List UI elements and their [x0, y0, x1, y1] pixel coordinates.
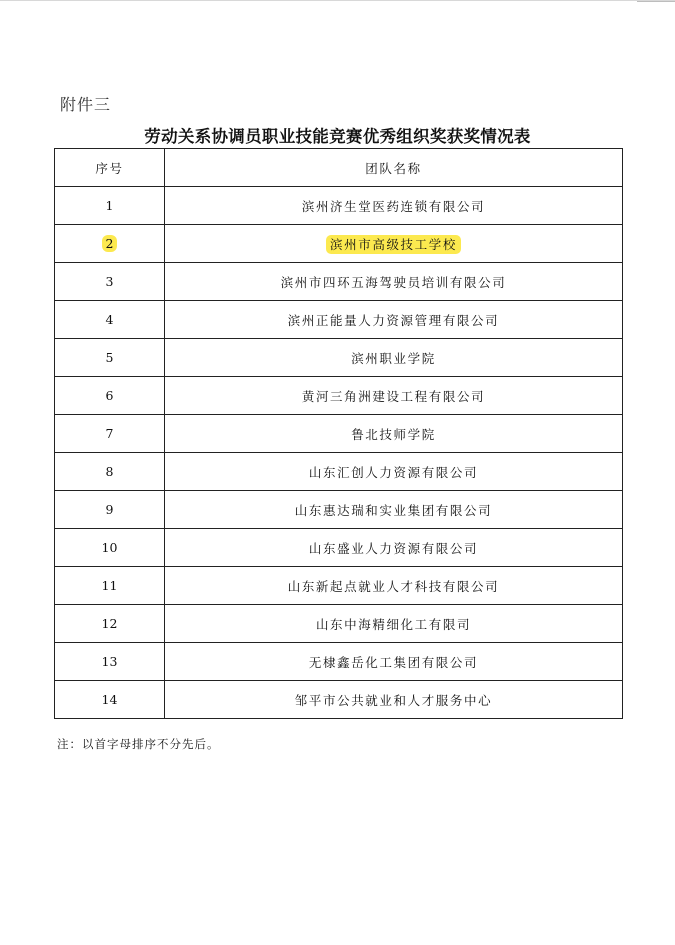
team-name-cell: [165, 187, 623, 225]
table-header-row: [55, 149, 623, 187]
table-row: [55, 301, 623, 339]
team-name-cell: [165, 377, 623, 415]
row-number: 11: [101, 578, 118, 593]
team-name: 滨州市四环五海驾驶员培训有限公司: [280, 274, 507, 290]
team-name: 山东汇创人力资源有限公司: [308, 464, 479, 480]
row-number-cell: [55, 491, 165, 529]
footnote: 注：以首字母排序不分先后。: [57, 737, 220, 751]
attachment-label: 附件三: [60, 95, 112, 114]
team-name-cell: [165, 605, 623, 643]
row-number-cell: [55, 263, 165, 301]
team-name-cell: [165, 263, 623, 301]
row-number: 1: [105, 198, 114, 213]
team-name: 山东惠达瑞和实业集团有限公司: [294, 502, 493, 518]
table-row: [55, 187, 623, 225]
table-row: [55, 605, 623, 643]
header-name: 团队名称: [165, 149, 623, 187]
team-name-cell: [165, 415, 623, 453]
team-name-cell: [165, 643, 623, 681]
team-name: 山东中海精细化工有限司: [315, 616, 472, 632]
row-number: 2: [102, 235, 118, 252]
table-row: [55, 529, 623, 567]
team-name-cell: [165, 491, 623, 529]
row-number-cell: [55, 415, 165, 453]
table-row: [55, 225, 623, 263]
team-name: 黄河三角洲建设工程有限公司: [301, 388, 486, 404]
team-name-cell: [165, 681, 623, 719]
row-number-cell: [55, 453, 165, 491]
team-name-cell: [165, 301, 623, 339]
team-name: 滨州职业学院: [351, 350, 436, 366]
team-name: 邹平市公共就业和人才服务中心: [294, 692, 493, 708]
team-name: 无棣鑫岳化工集团有限公司: [308, 654, 479, 670]
table-row: [55, 263, 623, 301]
table-row: [55, 339, 623, 377]
row-number: 9: [105, 502, 114, 517]
team-name-cell: [165, 567, 623, 605]
row-number: 5: [105, 350, 114, 365]
team-name: 山东盛业人力资源有限公司: [308, 540, 479, 556]
row-number-cell: [55, 301, 165, 339]
row-number: 12: [101, 616, 118, 631]
top-edge-line: [637, 1, 675, 2]
team-name: 山东新起点就业人才科技有限公司: [287, 578, 500, 594]
row-number: 7: [105, 426, 114, 441]
team-name: 滨州市高级技工学校: [326, 235, 461, 254]
row-number: 10: [101, 540, 118, 555]
row-number-cell: [55, 681, 165, 719]
team-name: 滨州正能量人力资源管理有限公司: [287, 312, 500, 328]
team-name-cell: [165, 339, 623, 377]
row-number: 8: [105, 464, 114, 479]
team-name-cell: [165, 453, 623, 491]
team-name: 滨州济生堂医药连锁有限公司: [301, 198, 486, 214]
row-number: 6: [105, 388, 114, 403]
row-number: 14: [101, 692, 118, 707]
table-body: [55, 187, 623, 719]
row-number-cell: [55, 567, 165, 605]
row-number: 3: [105, 274, 114, 289]
table-row: [55, 377, 623, 415]
row-number-cell: [55, 187, 165, 225]
table-row: [55, 491, 623, 529]
header-no: 序号: [55, 149, 165, 187]
table-row: [55, 415, 623, 453]
table-row: [55, 567, 623, 605]
row-number: 4: [105, 312, 114, 327]
top-rule: [0, 0, 675, 1]
team-name-cell: [165, 225, 623, 263]
team-name: 鲁北技师学院: [351, 426, 436, 442]
table-row: [55, 453, 623, 491]
row-number-cell: [55, 643, 165, 681]
row-number: 13: [101, 654, 118, 669]
row-number-cell: [55, 339, 165, 377]
row-number-cell: [55, 529, 165, 567]
table-row: [55, 681, 623, 719]
row-number-cell: [55, 377, 165, 415]
table-row: [55, 643, 623, 681]
document-title: 劳动关系协调员职业技能竞赛优秀组织奖获奖情况表: [144, 127, 531, 146]
row-number-cell: [55, 225, 165, 263]
row-number-cell: [55, 605, 165, 643]
award-table: [54, 148, 623, 719]
team-name-cell: [165, 529, 623, 567]
